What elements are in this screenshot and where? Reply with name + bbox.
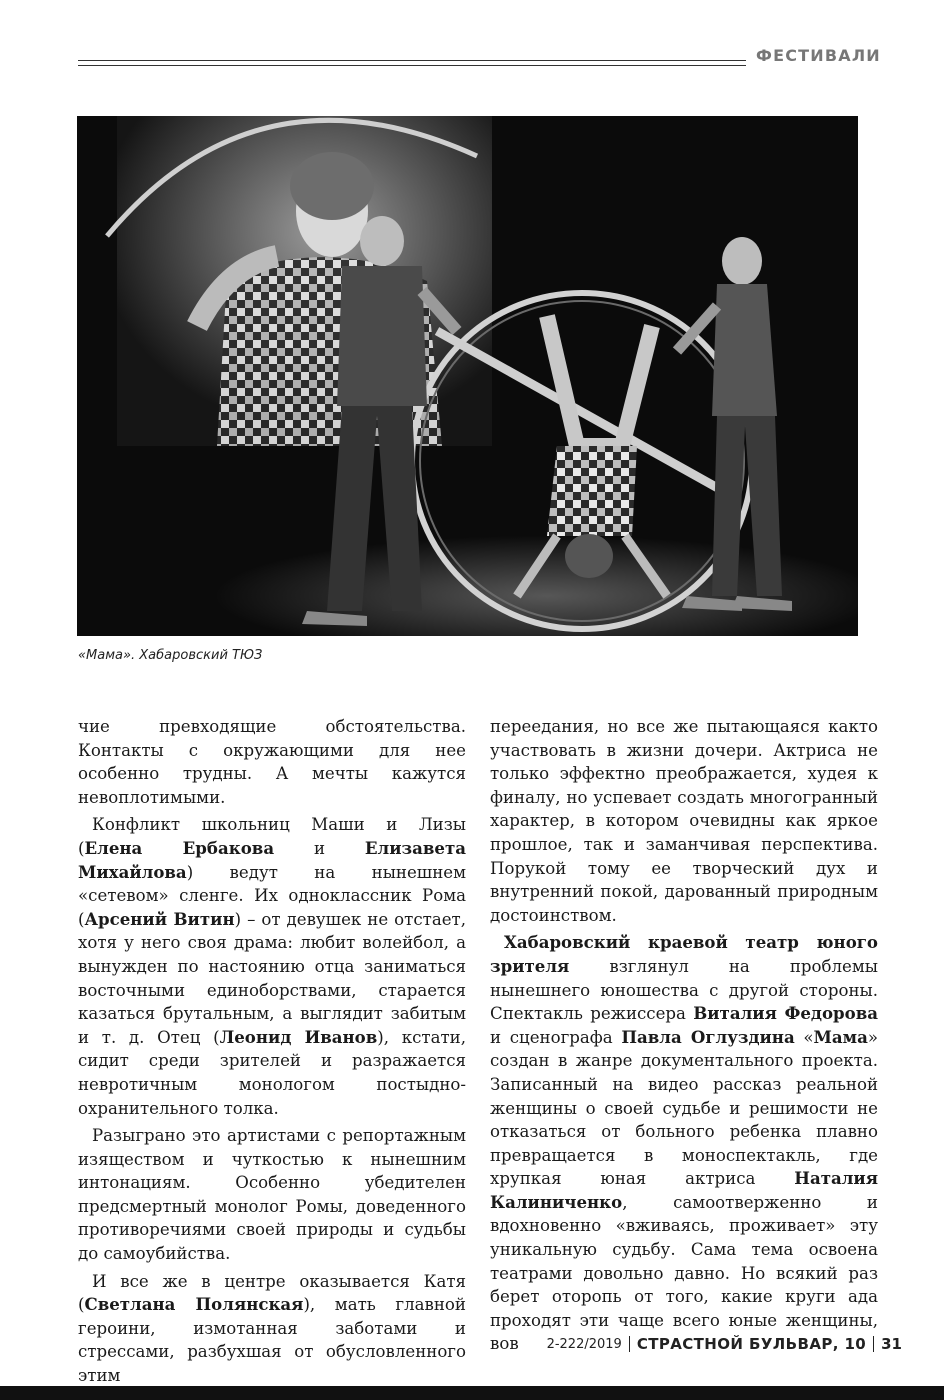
footer-divider: [629, 1336, 630, 1352]
text-run: , самоотверженно и вдохновенно «вживаясь, проживает» эту уникальную судьбу. Сама тема освоена театрами довольно давно. Но всякий раз берет оторопь от того, какие круги ада проходят эти чаще всего юные женщины, вов: [490, 1192, 878, 1354]
paragraph: [490, 931, 878, 1356]
paragraph: [78, 813, 466, 1120]
section-label: ФЕСТИВАЛИ: [756, 46, 881, 65]
name-highlight: Мама: [813, 1026, 868, 1047]
name-highlight: Леонид Иванов: [219, 1026, 378, 1047]
name-highlight: Наталия Калиниченко: [490, 1168, 878, 1212]
text-run: «: [794, 1027, 814, 1047]
name-highlight: Арсений Витин: [84, 908, 235, 929]
text-column-left: [78, 715, 466, 1392]
paragraph: [78, 1270, 466, 1388]
text-run: ), мать главной героини, измотанная заботами и стрессами, разбухшая от обусловленного этим: [78, 1295, 466, 1386]
text-run: взглянул на проблемы нынешнего юношества с другой стороны. Спектакль режиссера: [490, 956, 878, 1024]
text-run: Конфликт школьниц Маши и Лизы (: [78, 815, 466, 858]
text-column-right: [490, 715, 878, 1360]
text-run: И все же в центре оказывается Катя (: [78, 1271, 466, 1315]
name-highlight: Елена Ербакова: [84, 837, 275, 858]
page-number: 31: [881, 1335, 902, 1353]
text-run: ) ведут на нынешнем «сетевом» сленге. Их одноклассник Рома (: [78, 862, 466, 929]
text-run: » создан в жанре документального проекта. Записанный на видео рассказ реальной женщины о своей судьбе и решимости не отказаться от больного ребенка плавно превращается в моноспектакль, где хрупкая юная актриса: [490, 1027, 878, 1189]
stage-photo: [77, 116, 858, 636]
text-run: ), кстати, сидит среди зрителей и разражается невротичным монологом постыдно-охранительного толка.: [78, 1027, 466, 1118]
issue-number: 2-222/2019: [546, 1336, 622, 1352]
paragraph: [78, 715, 466, 809]
paragraph: [490, 715, 878, 927]
photo-caption: «Мама». Хабаровский ТЮЗ: [78, 648, 263, 663]
page-footer: [547, 1335, 902, 1353]
text-run: ) – от девушек не отстает, хотя у него своя драма: любит волейбол, а вынужден по настоянию отца заниматься восточными единоборствами, старается казаться брутальным, а выглядит забитым и т. д. Отец (: [78, 909, 466, 1047]
name-highlight: Виталия Федорова: [693, 1003, 878, 1024]
header-rule: [78, 60, 746, 66]
text-run: и: [274, 838, 365, 858]
text-run: и сценографа: [490, 1027, 622, 1047]
name-highlight: Светлана Полянская: [84, 1294, 304, 1315]
stage-photo-illustration: [77, 116, 858, 636]
text-run: Разыграно это артистами с репортажным изяществом и чуткостью к нынешним интонациям. Особенно убедителен предсмертный монолог Ромы, доведенного противоречиями своей природы и судьбы до самоубийства.: [78, 1126, 466, 1264]
text-run: чие превходящие обстоятельства. Контакты с окружающими для нее особенно трудны. А мечты кажутся невоплотимыми.: [78, 717, 466, 807]
name-highlight: Хабаровский краевой театр юного зрителя: [490, 932, 878, 976]
magazine-name: СТРАСТНОЙ БУЛЬВАР, 10: [636, 1335, 867, 1353]
footer-divider: [873, 1336, 874, 1352]
paragraph: [78, 1124, 466, 1266]
name-highlight: Елизавета Михайлова: [78, 837, 467, 882]
bottom-band: [0, 1386, 944, 1400]
text-run: переедания, но все же пытающаяся както участвовать в жизни дочери. Актриса не только эффектно преображается, худея к финалу, но успевает создать многогранный характер, в котором очевидны как яркое прошлое, так и заманчивая перспектива. Порукой тому ее творческий дух и внутренний покой, дарованный природным достоинством.: [490, 717, 878, 925]
name-highlight: Павла Оглуздина: [621, 1026, 795, 1047]
